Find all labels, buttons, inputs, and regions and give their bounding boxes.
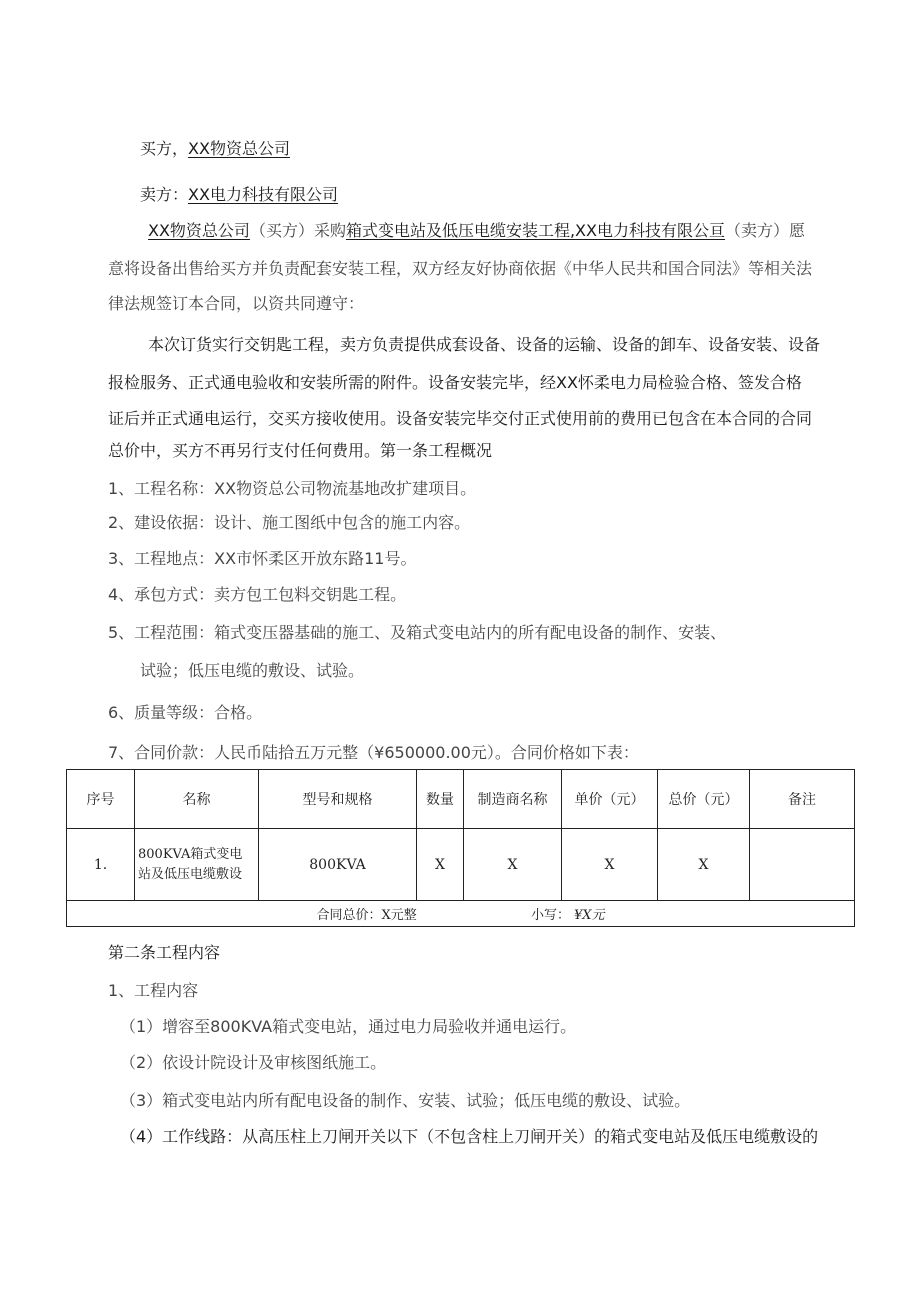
table-header-row	[67, 770, 855, 829]
intro-text-1: （买方）采购	[249, 221, 346, 240]
section2-sub: 1、工程内容	[108, 981, 199, 1000]
para2-line-4: 总价中，买方不再另行支付任何费用。第一条工程概况	[108, 441, 493, 460]
seller-name: XX电力科技有限公司	[188, 185, 338, 204]
buyer-label: 买方，	[140, 139, 189, 158]
item-7: 7、合同价款：人民币陆拾五万元整（¥650000.00元）。合同价格如下表：	[108, 743, 639, 762]
intro-line-3: 律法规签订本合同，以资共同遵守：	[108, 294, 365, 313]
table-row	[67, 829, 855, 901]
buyer-name: XX物资总公司	[188, 139, 290, 158]
buyer-line	[140, 138, 290, 160]
cell-no: 1.	[67, 829, 135, 901]
price-table	[66, 769, 855, 927]
seller-label: 卖方：	[140, 185, 189, 204]
section2-title: 第二条工程内容	[108, 943, 221, 962]
header-no: 序号	[67, 770, 135, 829]
item-4: 4、承包方式：卖方包工包料交钥匙工程。	[108, 585, 407, 604]
seller-line	[140, 184, 338, 206]
header-unit-price: 单价（元）	[562, 770, 658, 829]
cell-unit-price: X	[562, 829, 658, 901]
cell-note	[750, 829, 855, 901]
intro-buyer: XX物资总公司	[148, 221, 250, 240]
cell-name-line-2: 站及低压电缆敷设	[138, 866, 243, 882]
item-5-cont: 试验；低压电缆的敷设、试验。	[140, 661, 365, 680]
section2-point-4: （4）工作线路：从高压柱上刀闸开关以下（不包含柱上刀闸开关）的箱式变电站及低压电缆敷设的	[120, 1127, 819, 1146]
cell-maker: X	[464, 829, 562, 901]
item-1: 1、工程名称：XX物资总公司物流基地改扩建项目。	[108, 479, 477, 498]
header-name: 名称	[135, 770, 259, 829]
cell-spec: 800KVA	[259, 829, 417, 901]
section2-point-3: （3）箱式变电站内所有配电设备的制作、安装、试验；低压电缆的敷设、试验。	[120, 1091, 691, 1110]
cell-total	[67, 901, 855, 927]
cell-name	[135, 829, 259, 901]
total-label: 合同总价：X元整	[316, 908, 417, 923]
intro-seller: XX电力科技有限公亘	[575, 221, 725, 240]
cell-name-line-1: 800KVA箱式变电	[138, 846, 243, 862]
intro-project: 箱式变电站及低压电缆安装工程,	[345, 221, 576, 240]
para2-line-3: 证后并正式通电运行，交买方接收使用。设备安装完毕交付正式使用前的费用已包含在本合同的合同	[108, 409, 813, 428]
header-note: 备注	[750, 770, 855, 829]
item-3: 3、工程地点：XX市怀柔区开放东路11号。	[108, 549, 417, 568]
cell-total-price: X	[658, 829, 750, 901]
section2-point-2: （2）依设计院设计及审核图纸施工。	[120, 1053, 387, 1072]
header-total-price: 总价（元）	[658, 770, 750, 829]
header-maker: 制造商名称	[464, 770, 562, 829]
para2-line-2: 报检服务、正式通电验收和安装所需的附件。设备安装完毕，经XX怀柔电力局检验合格、签发合格	[108, 373, 802, 392]
section2-point-1: （1）增容至800KVA箱式变电站，通过电力局验收并通电运行。	[120, 1017, 577, 1036]
table-total-row	[67, 901, 855, 927]
intro-line-1	[148, 220, 805, 242]
small-value: ¥X元	[574, 908, 605, 923]
intro-text-2: （卖方）愿	[724, 221, 805, 240]
para2-line-1: 本次订货实行交钥匙工程，卖方负责提供成套设备、设备的运输、设备的卸车、设备安装、设备	[148, 335, 821, 354]
item-5: 5、工程范围：箱式变压器基础的施工、及箱式变电站内的所有配电设备的制作、安装、	[108, 623, 727, 642]
cell-qty: X	[417, 829, 464, 901]
intro-line-2: 意将设备出售给买方并负责配套安装工程，双方经友好协商依据《中华人民共和国合同法》等相关法	[108, 259, 813, 278]
header-qty: 数量	[417, 770, 464, 829]
header-spec: 型号和规格	[259, 770, 417, 829]
item-6: 6、质量等级：合格。	[108, 703, 263, 722]
small-label: 小写：	[531, 908, 571, 923]
item-2: 2、建设依据：设计、施工图纸中包含的施工内容。	[108, 513, 471, 532]
